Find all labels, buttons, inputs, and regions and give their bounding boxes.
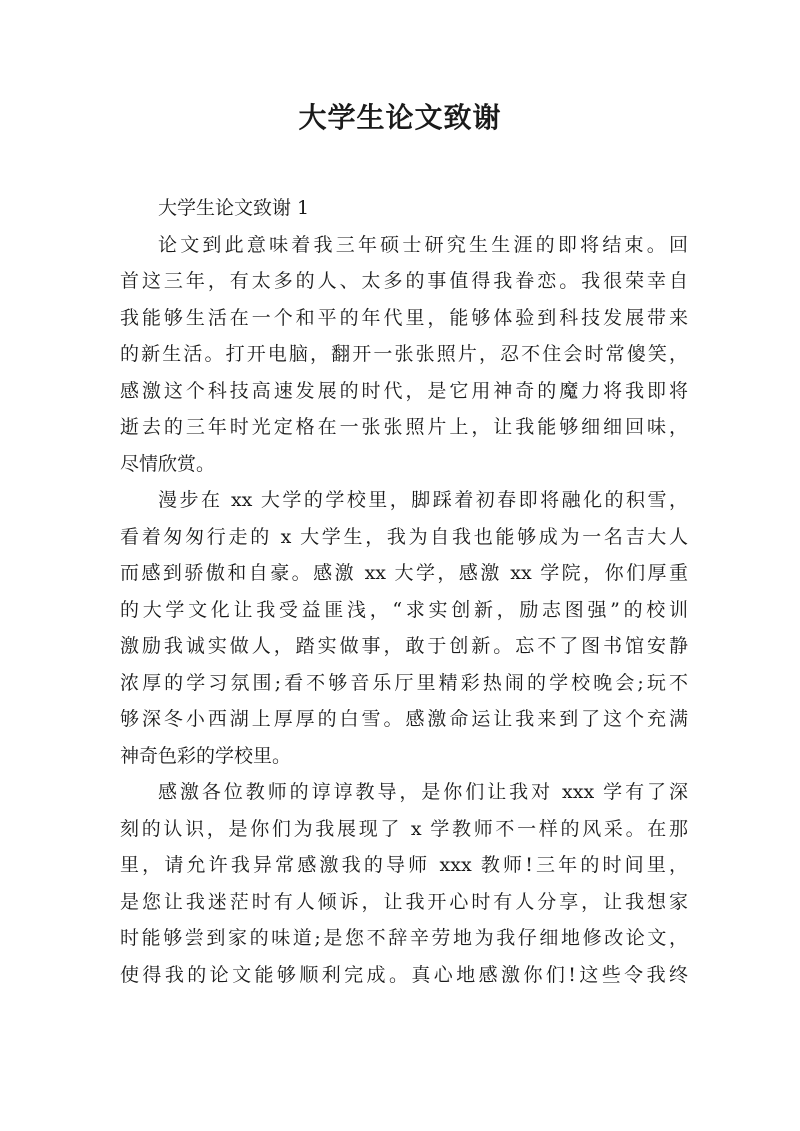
- paragraph-line: 刻的认识，是你们为我展现了 x 学教师不一样的风采。在那: [120, 817, 688, 840]
- paragraph-line: 而感到骄傲和自豪。感激 xx 大学，感激 xx 学院，你们厚重: [120, 562, 688, 584]
- paragraph-line: 感激这个科技高速发展的时代，是它用神奇的魔力将我即将: [120, 379, 688, 402]
- paragraph-line: 使得我的论文能够顺利完成。真心地感激你们!这些令我终: [120, 963, 688, 986]
- paragraph-line: 够深冬小西湖上厚厚的白雪。感激命运让我来到了这个充满: [120, 708, 688, 730]
- paragraph-2: [120, 482, 688, 774]
- paragraph-1: [120, 227, 688, 483]
- paragraph-line: 时能够尝到家的味道;是您不辞辛劳地为我仔细地修改论文，: [120, 927, 688, 949]
- document-title: 大学生论文致谢: [298, 101, 502, 134]
- paragraph-line: 首这三年，有太多的人、太多的事值得我眷恋。我很荣幸自: [120, 270, 688, 292]
- paragraph-line: 论文到此意味着我三年硕士研究生生涯的即将结束。回: [158, 233, 688, 256]
- paragraph-line: 尽情欣赏。: [120, 452, 216, 475]
- paragraph-line: 漫步在 xx 大学的学校里，脚踩着初春即将融化的积雪，: [158, 489, 688, 511]
- paragraph-line: 的大学文化让我受益匪浅，“求实创新，励志图强”的校训: [120, 598, 688, 621]
- paragraph-line: 的新生活。打开电脑，翻开一张张照片，忍不住会时常傻笑，: [120, 343, 688, 365]
- paragraph-line: 浓厚的学习氛围;看不够音乐厅里精彩热闹的学校晚会;玩不: [120, 671, 688, 694]
- paragraph-line: 里，请允许我异常感激我的导师 xxx 教师!三年的时间里，: [120, 854, 688, 876]
- paragraph-line: 神奇色彩的学校里。: [120, 744, 292, 767]
- paragraph-line: 感激各位教师的谆谆教导，是你们让我对 xxx 学有了深: [158, 781, 688, 803]
- paragraph-line: 我能够生活在一个和平的年代里，能够体验到科技发展带来: [120, 306, 688, 329]
- paragraph-line: 看着匆匆行走的 x 大学生，我为自我也能够成为一名吉大人: [120, 525, 688, 548]
- document-body: [120, 190, 688, 993]
- section-subheading: 大学生论文致谢 1: [158, 197, 310, 219]
- paragraph-line: 逝去的三年时光定格在一张张照片上，让我能够细细回味，: [120, 416, 688, 438]
- paragraph-3: [120, 774, 688, 993]
- paragraph-line: 激励我诚实做人，踏实做事，敢于创新。忘不了图书馆安静: [120, 635, 688, 657]
- paragraph-line: 是您让我迷茫时有人倾诉，让我开心时有人分享，让我想家: [120, 890, 688, 913]
